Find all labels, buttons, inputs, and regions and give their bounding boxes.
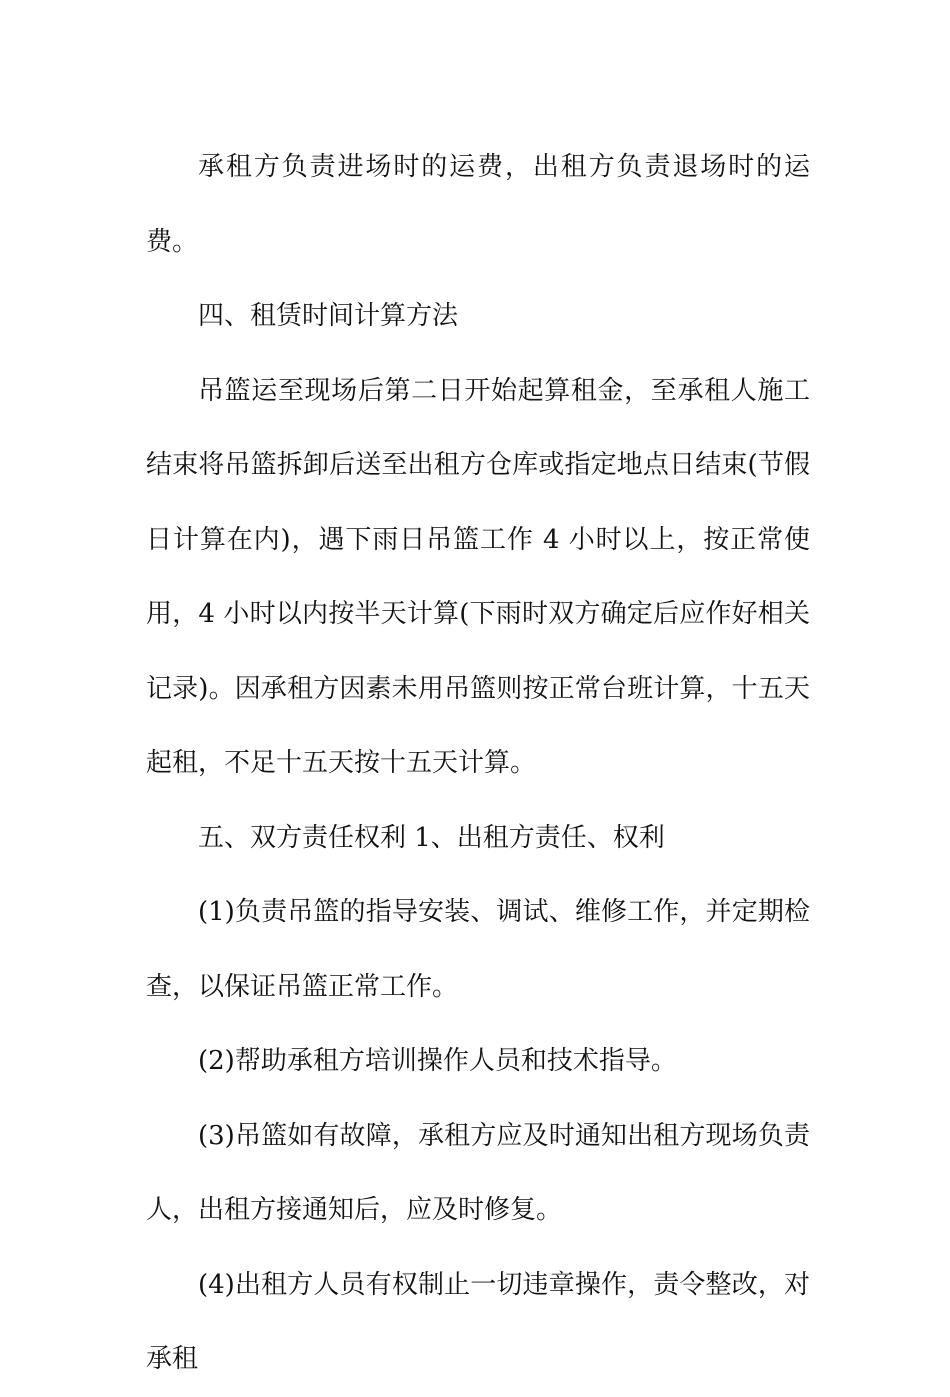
heading-responsibilities-rights: 五、双方责任权利 1、出租方责任、权利 — [198, 822, 665, 853]
heading-rental-time-calculation: 四、租赁时间计算方法 — [198, 301, 459, 331]
paragraph-rental-time-rules: 吊篮运至现场后第二日开始起算租金，至承租人施工结束将吊篮拆卸后送至出租方仓库或指定地点日结束(节假日计算在内)，遇下雨日吊篮工作 4 小时以上，按正常使用，4 小时以内按半天计算(下雨时双方确定后应作好相关记录)。因承租方因素未用吊篮则按正常台班计算，十五天起租，不足十五天按十五天计算。 — [146, 375, 810, 778]
document-body — [146, 130, 810, 1397]
paragraph-item-4: (4)出租方人员有权制止一切违章操作，责令整改，对承租 — [146, 1269, 810, 1374]
paragraph-item-2: (2)帮助承租方培训操作人员和技术指导。 — [198, 1046, 677, 1076]
paragraph-transport-fees: 承租方负责进场时的运费，出租方负责退场时的运费。 — [146, 152, 810, 257]
paragraph-item-1: (1)负责吊篮的指导安装、调试、维修工作，并定期检查，以保证吊篮正常工作。 — [146, 897, 810, 1002]
paragraph-item-3: (3)吊篮如有故障，承租方应及时通知出租方现场负责人，出租方接通知后，应及时修复。 — [146, 1120, 810, 1225]
